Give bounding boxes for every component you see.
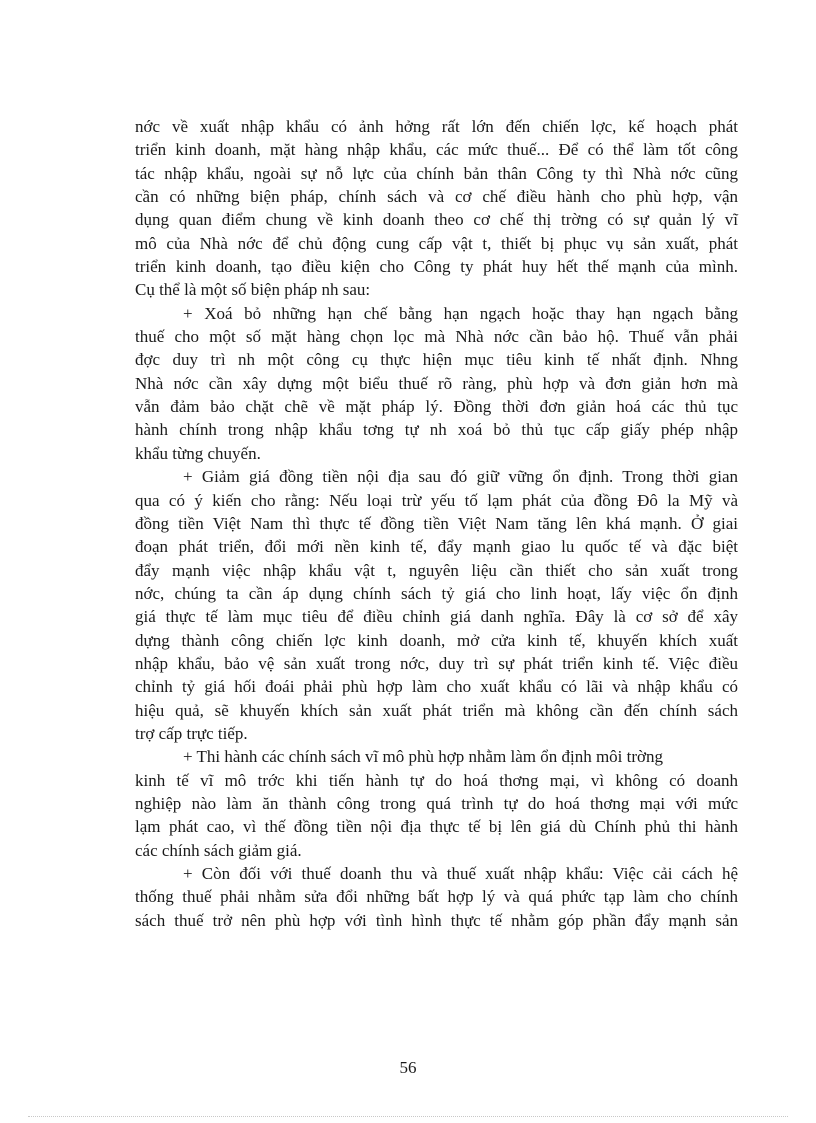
text-line: + Giảm giá đồng tiền nội địa sau đó giữ vững ổn định. Trong thời gian (183, 467, 738, 487)
text-line: thống thuế phải nhằm sửa đổi những bất hợp lý và quá phức tạp làm cho chính (135, 887, 738, 907)
text-line: cần có những biện pháp, chính sách và cơ chế điều hành cho phù hợp, vận (135, 187, 738, 207)
page-number: 56 (399, 1058, 417, 1077)
text-line: đoạn phát triển, đổi mới nền kinh tế, đẩy mạnh giao lu quốc tế và đặc biệt (135, 537, 738, 557)
text-line: trợ cấp trực tiếp. (135, 723, 248, 743)
text-line: kinh tế vĩ mô trớc khi tiến hành tự do hoá thơng mại, vì không có doanh (135, 770, 738, 790)
text-line: hiệu quả, sẽ khuyến khích sản xuất phát triển mà không cần đến chính sách (135, 700, 738, 720)
body-text (135, 115, 738, 932)
text-line: Nhà nớc cần xây dựng một biểu thuế rõ ràng, phù hợp và đơn giản hơn mà (135, 373, 738, 393)
text-line: dựng thành công chiến lợc kinh doanh, mở cửa kinh tế, khuyến khích xuất (135, 630, 738, 650)
text-line: sách thuế trở nên phù hợp với tình hình thực tế nhằm góp phần đẩy mạnh sản (135, 910, 738, 930)
text-line: qua có ý kiến cho rằng: Nếu loại trừ yếu tố lạm phát của đồng Đô la Mỹ và (135, 490, 738, 510)
text-line: + Xoá bỏ những hạn chế bằng hạn ngạch hoặc thay hạn ngạch bằng (183, 303, 738, 323)
text-line: đẩy mạnh việc nhập khẩu vật t, nguyên liệu cần thiết cho sản xuất trong (135, 560, 738, 580)
text-line: Cụ thể là một số biện pháp nh sau: (135, 280, 371, 300)
text-line: tác nhập khẩu, ngoài sự nỗ lực của chính bản thân Công ty thì Nhà nớc cũng (135, 163, 738, 183)
text-line: nghiệp nào làm ăn thành công trong quá trình tự do hoá thơng mại với mức (135, 793, 738, 813)
text-line: chỉnh tỷ giá hối đoái phải phù hợp làm cho xuất khẩu có lãi và nhập khẩu có (135, 677, 738, 697)
text-line: hành chính trong nhập khẩu tơng tự nh xoá bỏ thủ tục cấp giấy phép nhập (135, 420, 738, 440)
text-line: đồng tiền Việt Nam thì thực tế đồng tiền Việt Nam tăng lên khá mạnh. Ở giai (135, 513, 738, 533)
text-line: đợc duy trì nh một công cụ thực hiện mục tiêu kinh tế nhất định. Nhng (135, 350, 738, 370)
text-line: vẫn đảm bảo chặt chẽ về mặt pháp lý. Đồng thời đơn giản hoá các thủ tục (135, 397, 738, 417)
text-line: thuế cho một số mặt hàng chọn lọc mà Nhà nớc cần bảo hộ. Thuế vẫn phải (135, 327, 738, 347)
text-line: lạm phát cao, vì thế đồng tiền nội địa thực tế bị lên giá dù Chính phủ thi hành (135, 817, 738, 837)
text-line: + Còn đối với thuế doanh thu và thuế xuất nhập khẩu: Việc cải cách hệ (183, 864, 738, 883)
text-line: giá thực tế làm mục tiêu để điều chỉnh giá danh nghĩa. Đây là cơ sở để xây (135, 607, 738, 627)
text-line: nhập khẩu, bảo vệ sản xuất trong nớc, duy trì sự phát triển kinh tế. Việc điều (135, 653, 738, 673)
page-bottom-divider (28, 1116, 788, 1117)
text-line: dụng quan điểm chung về kinh doanh theo cơ chế thị trờng có sự quản lý vĩ (135, 210, 738, 230)
text-line: các chính sách giảm giá. (135, 840, 302, 860)
text-line: khẩu từng chuyến. (135, 443, 261, 463)
text-line: nớc, chúng ta cần áp dụng chính sách tỷ giá cho linh hoạt, lấy việc ổn định (135, 583, 738, 603)
text-line: nớc về xuất nhập khẩu có ảnh hởng rất lớn đến chiến lợc, kế hoạch phát (135, 117, 738, 136)
text-line: triển kinh doanh, tạo điều kiện cho Công ty phát huy hết thế mạnh của mình. (135, 257, 738, 277)
text-line: triển kinh doanh, mặt hàng nhập khẩu, các mức thuế... Để có thể làm tốt công (135, 140, 738, 160)
text-line: + Thi hành các chính sách vĩ mô phù hợp nhằm làm ổn định môi trờng (183, 747, 664, 767)
text-line: mô của Nhà nớc để chủ động cung cấp vật t, thiết bị phục vụ sản xuất, phát (135, 233, 738, 253)
